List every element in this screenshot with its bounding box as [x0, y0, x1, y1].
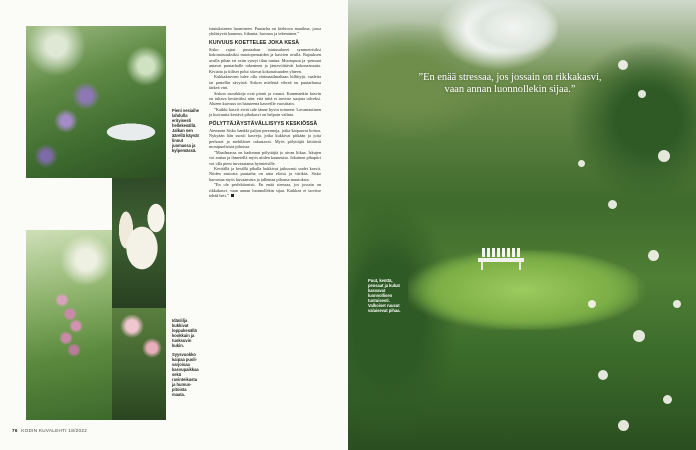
white-rose-blossom: [638, 90, 646, 98]
white-rose-blossom: [618, 420, 629, 431]
pull-quote: ”En enää stressaa, jos jossain on rikkakasvi, vaan annan luonnollekin sijaa.”: [418, 72, 602, 95]
foxglove-photo: [26, 230, 112, 420]
white-rose-blossom: [633, 330, 645, 342]
white-rose-blossom: [673, 300, 681, 308]
sky-highlight: [468, 0, 558, 55]
article-intro: istutuksineen luomineen. Puutarha on kiehtova maailma, jossa yhdistyvät kauneus, liikunta, luovuus ja tekeminen.”: [209, 26, 321, 37]
white-rose-blossom: [648, 250, 659, 261]
white-rose-blossom: [608, 200, 617, 209]
white-garden-bench: [478, 248, 524, 270]
garden-birdbath-photo: [26, 26, 166, 178]
white-rose-blossom: [598, 370, 608, 380]
caption-lily: Idänlilja kukkivat loppukesällä kookkain ja tuoksuvin kukin.: [172, 318, 197, 348]
article-closing-text: ”En ole perfektionisti. En enää stressaa, jos jossain on rikkakasvi, vaan annan luonnollekin sijaa. Kaikkea ei tarvitse tehdä heti.”: [209, 182, 321, 199]
section-heading-pollinators: PÖLYTTÄJÄYSTÄVÄLLISYYS KESKIÖSSÄ: [209, 120, 318, 127]
article-column: [209, 26, 321, 199]
page-number: 76: [12, 428, 18, 433]
article-paragraph: Kukkakasvien tulee olla värimaailmaltaan hillittyjä, vaaleita tai pastellin sävyisiä. Siskon mielestä vihreä on puutarhassa tärkeä väri.: [209, 74, 321, 91]
end-mark-icon: [231, 194, 234, 197]
pink-flower-photo: [112, 308, 166, 420]
article-paragraph: ”Kaikki kasvit eivät tule tänne hyvin toimeen. Lavantautinen ja kuivuutta kestävä pihakasvi on helpoin valinta.: [209, 106, 321, 118]
caption-garden-view: Puut, kenttä, pensaat ja kukat kasvavat luonnollisen tuntuisesti. Valkoiset ruusut valaisevat pihaa.: [368, 278, 401, 313]
article-paragraph: Sisko rajasi puutarhan istutusalueet symmetrisiksi kokonaisuuksiksi muotopensaiden ja kasvien avulla. Rajauksen avulla pihan eri osiin syntyi tilan tuntua. Muotopuut ja -pensaat antavat puutarhalle rakenteen ja jäntevöittävät kokonaisuutta. Kiviaita ja tiiliset polut sitovat kokonaisuuden yhteen.: [209, 46, 321, 74]
article-paragraph-final: [209, 182, 321, 198]
publication-name: KODIN KUVALEHTI 18/2022: [21, 428, 88, 433]
article-paragraph: Aiemmin Sisko hankki paljon perennoja, jotka kaipaavat hoitoa. Nykyään hän suosii kasveja, jotka kukkivat pitkään ja joita perhoset ja mehiläiset rakastavat. Myös pölyttäjät kiittävät monipuolisista pihoista.: [209, 127, 321, 150]
white-rose-blossom: [658, 150, 670, 162]
right-page-photo: [348, 0, 696, 450]
caption-birdbath: Pieni vesiaihe lahdulla erityisesti hellekesällä. Jalkan sen äärellä käyvät linnut juomassa ja kylpemässä.: [172, 108, 200, 153]
white-rose-blossom: [588, 300, 596, 308]
article-paragraph: Siskon suosikkeja ovat pionit ja ruusut. Kummankin kasvin on tultava kestäväksi niin, että niitä ei tarvitse suojata talveksi. Alueen kuivuus on haasteena kasveille vuosittain.: [209, 90, 321, 107]
white-rose-blossom: [578, 160, 585, 167]
section-heading-drought: KUIVUUS KOETTELEE JOKA KESÄ: [209, 39, 300, 46]
caption-anemone: Syysvuokko kaipaa puolivarjoisaa kasvupaikkaa sekä ravinteikasta ja humuspitoista maata.: [172, 352, 199, 397]
article-paragraph: ”Maailmassa on kadonnut pölyttäjiä jo aivan liikaa. Iskujen voi auttaa ja ihmetellä myös niiden kauneutta. Jokainen pihapiiri voi olla pieni turvasatama hyönteisille.: [209, 149, 321, 166]
page-footer: [12, 428, 87, 433]
article-paragraph: Keväällä ja kesällä pihalla kukkivat jatkuvasti uudet kasvit. Niiden ansiosta puutarha on aina eloisa ja värikäs. Sisko harrastaa myös kuvaamista ja tallentaa pihansa muutoksia.: [209, 165, 321, 182]
white-rose-blossom: [663, 395, 672, 404]
white-rose-blossom: [618, 60, 628, 70]
white-lily-photo: [112, 178, 166, 308]
